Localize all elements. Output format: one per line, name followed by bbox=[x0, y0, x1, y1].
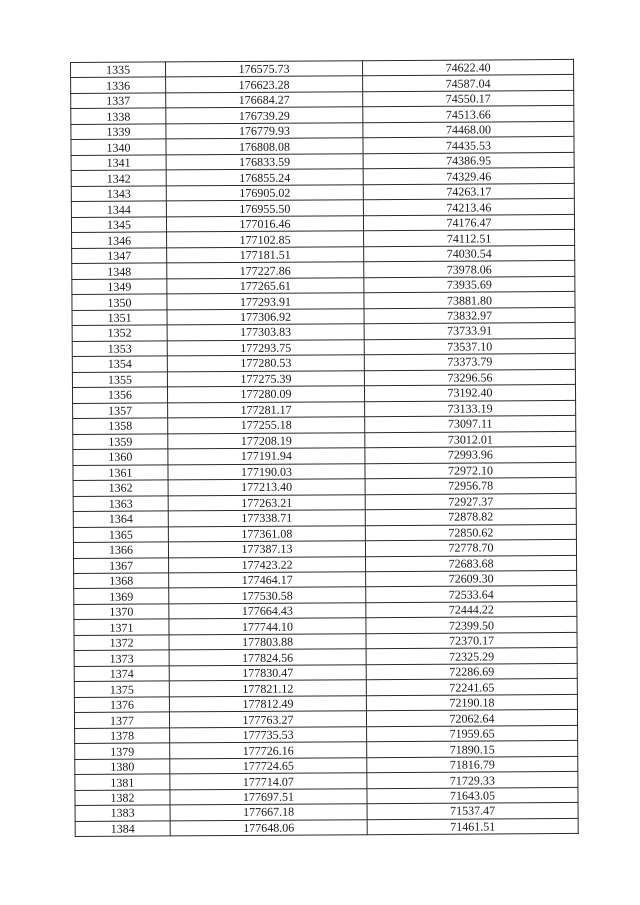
x-coordinate-cell: 177293.75 bbox=[167, 339, 364, 356]
x-coordinate-cell: 177208.19 bbox=[168, 432, 365, 449]
y-coordinate-cell: 73881.80 bbox=[364, 292, 575, 309]
x-coordinate-cell: 177726.16 bbox=[170, 742, 367, 759]
point-number-cell: 1344 bbox=[71, 201, 166, 217]
y-coordinate-cell: 74513.66 bbox=[363, 106, 574, 123]
point-number-cell: 1335 bbox=[71, 62, 166, 78]
point-number-cell: 1350 bbox=[72, 294, 167, 310]
x-coordinate-cell: 177306.92 bbox=[167, 308, 364, 325]
y-coordinate-cell: 72241.65 bbox=[366, 679, 577, 696]
point-number-cell: 1378 bbox=[75, 728, 170, 744]
y-coordinate-cell: 73133.19 bbox=[365, 400, 576, 417]
point-number-cell: 1375 bbox=[74, 681, 169, 697]
y-coordinate-cell: 72927.37 bbox=[365, 493, 576, 510]
point-number-cell: 1353 bbox=[72, 341, 167, 357]
y-coordinate-cell: 71729.33 bbox=[367, 772, 578, 789]
point-number-cell: 1345 bbox=[71, 217, 166, 233]
x-coordinate-cell: 177227.86 bbox=[167, 262, 364, 279]
y-coordinate-cell: 72956.78 bbox=[365, 477, 576, 494]
y-coordinate-cell: 74213.46 bbox=[363, 199, 574, 216]
x-coordinate-cell: 177744.10 bbox=[169, 618, 366, 635]
y-coordinate-cell: 71890.15 bbox=[367, 741, 578, 758]
y-coordinate-cell: 71537.47 bbox=[367, 803, 578, 820]
x-coordinate-cell: 176833.59 bbox=[166, 154, 363, 171]
y-coordinate-cell: 73373.79 bbox=[364, 354, 575, 371]
x-coordinate-cell: 177265.61 bbox=[167, 277, 364, 294]
y-coordinate-cell: 72993.96 bbox=[365, 447, 576, 464]
y-coordinate-cell: 74550.17 bbox=[363, 90, 574, 107]
x-coordinate-cell: 177664.43 bbox=[169, 603, 366, 620]
x-coordinate-cell: 177530.58 bbox=[169, 587, 366, 604]
y-coordinate-cell: 73537.10 bbox=[364, 338, 575, 355]
y-coordinate-cell: 72972.10 bbox=[365, 462, 576, 479]
x-coordinate-cell: 177714.07 bbox=[170, 773, 367, 790]
x-coordinate-cell: 177102.85 bbox=[167, 231, 364, 248]
y-coordinate-cell: 71816.79 bbox=[367, 756, 578, 773]
y-coordinate-cell: 72190.18 bbox=[366, 694, 577, 711]
x-coordinate-cell: 177824.56 bbox=[169, 649, 366, 666]
x-coordinate-cell: 177338.71 bbox=[168, 510, 365, 527]
point-number-cell: 1355 bbox=[72, 372, 167, 388]
point-number-cell: 1366 bbox=[73, 542, 168, 558]
x-coordinate-cell: 176855.24 bbox=[166, 169, 363, 186]
y-coordinate-cell: 72399.50 bbox=[366, 617, 577, 634]
y-coordinate-cell: 71643.05 bbox=[367, 787, 578, 804]
y-coordinate-cell: 72533.64 bbox=[366, 586, 577, 603]
point-number-cell: 1349 bbox=[72, 279, 167, 295]
x-coordinate-cell: 177821.12 bbox=[169, 680, 366, 697]
y-coordinate-cell: 73733.91 bbox=[364, 323, 575, 340]
y-coordinate-cell: 74030.54 bbox=[364, 245, 575, 262]
table-row bbox=[75, 818, 578, 837]
point-number-cell: 1368 bbox=[74, 573, 169, 589]
x-coordinate-cell: 177697.51 bbox=[170, 788, 367, 805]
y-coordinate-cell: 72609.30 bbox=[366, 570, 577, 587]
point-number-cell: 1363 bbox=[73, 495, 168, 511]
x-coordinate-cell: 177293.91 bbox=[167, 293, 364, 310]
x-coordinate-cell: 176955.50 bbox=[166, 200, 363, 217]
point-number-cell: 1354 bbox=[72, 356, 167, 372]
x-coordinate-cell: 177181.51 bbox=[167, 247, 364, 264]
point-number-cell: 1337 bbox=[71, 93, 166, 109]
point-number-cell: 1362 bbox=[73, 480, 168, 496]
point-number-cell: 1352 bbox=[72, 325, 167, 341]
x-coordinate-cell: 177263.21 bbox=[168, 494, 365, 511]
y-coordinate-cell: 74468.00 bbox=[363, 121, 574, 138]
point-number-cell: 1336 bbox=[71, 77, 166, 93]
point-number-cell: 1372 bbox=[74, 635, 169, 651]
y-coordinate-cell: 74587.04 bbox=[363, 75, 574, 92]
x-coordinate-cell: 177281.17 bbox=[168, 401, 365, 418]
y-coordinate-cell: 72370.17 bbox=[366, 632, 577, 649]
point-number-cell: 1346 bbox=[72, 232, 167, 248]
x-coordinate-cell: 177255.18 bbox=[168, 417, 365, 434]
point-number-cell: 1358 bbox=[73, 418, 168, 434]
x-coordinate-cell: 177280.53 bbox=[167, 355, 364, 372]
point-number-cell: 1382 bbox=[75, 790, 170, 806]
y-coordinate-cell: 73296.56 bbox=[364, 369, 575, 386]
x-coordinate-cell: 176905.02 bbox=[166, 185, 363, 202]
x-coordinate-cell: 176623.28 bbox=[166, 76, 363, 93]
x-coordinate-cell: 177830.47 bbox=[169, 665, 366, 682]
x-coordinate-cell: 176808.08 bbox=[166, 138, 363, 155]
point-number-cell: 1343 bbox=[71, 186, 166, 202]
point-number-cell: 1357 bbox=[73, 403, 168, 419]
coordinates-table-body bbox=[71, 59, 579, 836]
point-number-cell: 1361 bbox=[73, 465, 168, 481]
x-coordinate-cell: 176684.27 bbox=[166, 92, 363, 109]
point-number-cell: 1383 bbox=[75, 805, 170, 821]
y-coordinate-cell: 72878.82 bbox=[365, 508, 576, 525]
point-number-cell: 1339 bbox=[71, 124, 166, 140]
y-coordinate-cell: 73192.40 bbox=[364, 385, 575, 402]
x-coordinate-cell: 176739.29 bbox=[166, 107, 363, 124]
point-number-cell: 1351 bbox=[72, 310, 167, 326]
y-coordinate-cell: 74112.51 bbox=[364, 230, 575, 247]
y-coordinate-cell: 73935.69 bbox=[364, 276, 575, 293]
y-coordinate-cell: 72683.68 bbox=[366, 555, 577, 572]
point-number-cell: 1384 bbox=[75, 821, 170, 837]
x-coordinate-cell: 177213.40 bbox=[168, 479, 365, 496]
x-coordinate-cell: 177191.94 bbox=[168, 448, 365, 465]
point-number-cell: 1356 bbox=[72, 387, 167, 403]
y-coordinate-cell: 72444.22 bbox=[366, 601, 577, 618]
point-number-cell: 1340 bbox=[71, 139, 166, 155]
y-coordinate-cell: 73978.06 bbox=[364, 261, 575, 278]
x-coordinate-cell: 177190.03 bbox=[168, 463, 365, 480]
x-coordinate-cell: 176575.73 bbox=[166, 61, 363, 78]
point-number-cell: 1365 bbox=[73, 526, 168, 542]
point-number-cell: 1373 bbox=[74, 650, 169, 666]
y-coordinate-cell: 72778.70 bbox=[365, 539, 576, 556]
point-number-cell: 1342 bbox=[71, 170, 166, 186]
point-number-cell: 1376 bbox=[74, 697, 169, 713]
point-number-cell: 1338 bbox=[71, 108, 166, 124]
x-coordinate-cell: 177724.65 bbox=[170, 757, 367, 774]
y-coordinate-cell: 73832.97 bbox=[364, 307, 575, 324]
point-number-cell: 1374 bbox=[74, 666, 169, 682]
point-number-cell: 1367 bbox=[74, 557, 169, 573]
point-number-cell: 1348 bbox=[72, 263, 167, 279]
coordinates-table bbox=[70, 59, 579, 837]
point-number-cell: 1371 bbox=[74, 619, 169, 635]
x-coordinate-cell: 177812.49 bbox=[169, 696, 366, 713]
y-coordinate-cell: 72325.29 bbox=[366, 648, 577, 665]
y-coordinate-cell: 74176.47 bbox=[363, 214, 574, 231]
point-number-cell: 1369 bbox=[74, 588, 169, 604]
point-number-cell: 1381 bbox=[75, 774, 170, 790]
point-number-cell: 1377 bbox=[74, 712, 169, 728]
y-coordinate-cell: 72850.62 bbox=[365, 524, 576, 541]
point-number-cell: 1359 bbox=[73, 434, 168, 450]
y-coordinate-cell: 72062.64 bbox=[366, 710, 577, 727]
y-coordinate-cell: 73097.11 bbox=[365, 416, 576, 433]
x-coordinate-cell: 177464.17 bbox=[169, 572, 366, 589]
point-number-cell: 1341 bbox=[71, 155, 166, 171]
x-coordinate-cell: 177803.88 bbox=[169, 634, 366, 651]
x-coordinate-cell: 176779.93 bbox=[166, 123, 363, 140]
y-coordinate-cell: 74386.95 bbox=[363, 152, 574, 169]
y-coordinate-cell: 74435.53 bbox=[363, 137, 574, 154]
point-number-cell: 1380 bbox=[75, 759, 170, 775]
y-coordinate-cell: 71461.51 bbox=[367, 818, 578, 835]
x-coordinate-cell: 177016.46 bbox=[166, 216, 363, 233]
x-coordinate-cell: 177648.06 bbox=[170, 819, 367, 836]
y-coordinate-cell: 74329.46 bbox=[363, 168, 574, 185]
x-coordinate-cell: 177275.39 bbox=[167, 370, 364, 387]
y-coordinate-cell: 71959.65 bbox=[367, 725, 578, 742]
point-number-cell: 1370 bbox=[74, 604, 169, 620]
x-coordinate-cell: 177303.83 bbox=[167, 324, 364, 341]
point-number-cell: 1364 bbox=[73, 511, 168, 527]
y-coordinate-cell: 72286.69 bbox=[366, 663, 577, 680]
y-coordinate-cell: 74263.17 bbox=[363, 183, 574, 200]
x-coordinate-cell: 177763.27 bbox=[169, 711, 366, 728]
point-number-cell: 1360 bbox=[73, 449, 168, 465]
y-coordinate-cell: 74622.40 bbox=[362, 59, 573, 76]
x-coordinate-cell: 177667.18 bbox=[170, 804, 367, 821]
point-number-cell: 1347 bbox=[72, 248, 167, 264]
x-coordinate-cell: 177387.13 bbox=[168, 541, 365, 558]
x-coordinate-cell: 177361.08 bbox=[168, 525, 365, 542]
x-coordinate-cell: 177280.09 bbox=[167, 386, 364, 403]
y-coordinate-cell: 73012.01 bbox=[365, 431, 576, 448]
x-coordinate-cell: 177423.22 bbox=[169, 556, 366, 573]
point-number-cell: 1379 bbox=[75, 743, 170, 759]
x-coordinate-cell: 177735.53 bbox=[170, 727, 367, 744]
